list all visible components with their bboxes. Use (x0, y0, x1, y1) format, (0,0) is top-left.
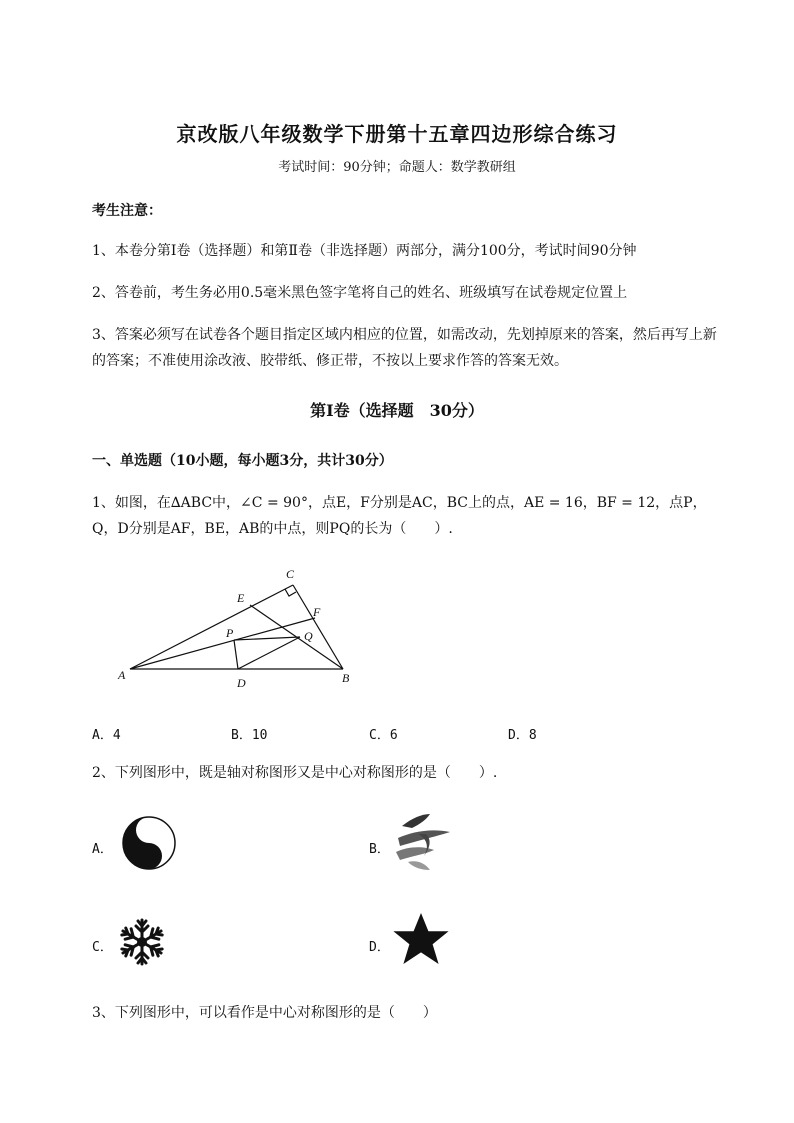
question-1-line-2: Q，D分别是AF，BE，AB的中点，则PQ的长为（ ）. (92, 521, 453, 537)
yin-yang-icon (121, 815, 177, 871)
label-p: P (226, 626, 234, 640)
label-f: F (313, 605, 321, 619)
label-b: B (342, 671, 350, 685)
notice-item-1: 1、本卷分第I卷（选择题）和第Ⅱ卷（非选择题）两部分，满分100分，考试时间90分钟 (92, 243, 637, 259)
notice-item-3-cont: 的答案；不准使用涂改液、胶带纸、修正带，不按以上要求作答的答案无效。 (92, 353, 568, 369)
page-title: 京改版八年级数学下册第十五章四边形综合练习 (176, 122, 618, 146)
right-angle-mark (285, 589, 296, 596)
star-icon (390, 912, 452, 970)
q2-option-d-label[interactable]: D． (369, 940, 390, 955)
label-e: E (237, 591, 245, 605)
snowflake-icon (118, 916, 166, 968)
notice-item-3: 3、答案必须写在试卷各个题目指定区域内相应的位置，如需改动，先划掉原来的答案，然后再写上新 (92, 327, 717, 343)
section-title: 第I卷（选择题 30分） (310, 401, 484, 420)
question-3: 3、下列图形中，可以看作是中心对称图形的是（ ） (92, 1005, 437, 1021)
notice-item-2: 2、答卷前，考生务必用0.5毫米黑色签字笔将自己的姓名、班级填写在试卷规定位置上 (92, 285, 628, 301)
q1-option-c[interactable]: C．6 (369, 728, 398, 743)
q2-option-c-label[interactable]: C． (92, 940, 113, 955)
q2-option-a-label[interactable]: A． (92, 842, 113, 857)
label-q: Q (304, 629, 313, 643)
segment-pd (234, 640, 238, 669)
swirl-logo-icon (390, 812, 454, 874)
side-bc (293, 585, 343, 669)
question-1-line-1: 1、如图，在∆ABC中，∠C = 90°，点E，F分别是AC，BC上的点，AE = 16，BF = 12，点P， (92, 495, 707, 511)
label-c: C (286, 567, 295, 581)
q1-option-b[interactable]: B．10 (231, 728, 268, 743)
triangle-figure (110, 560, 370, 695)
q1-option-d[interactable]: D．8 (508, 728, 537, 743)
question-2: 2、下列图形中，既是轴对称图形又是中心对称图形的是（ ）. (92, 765, 498, 781)
q1-option-a[interactable]: A．4 (92, 728, 121, 743)
label-a: A (118, 668, 126, 682)
side-ac (130, 585, 293, 669)
part-heading: 一、单选题（10小题，每小题3分，共计30分） (92, 453, 393, 469)
segment-dq (238, 637, 300, 669)
notice-heading: 考生注意： (92, 203, 162, 219)
q2-option-b-label[interactable]: B． (369, 842, 390, 857)
label-d: D (237, 676, 246, 690)
exam-info: 考试时间：90分钟；命题人：数学教研组 (278, 160, 516, 175)
